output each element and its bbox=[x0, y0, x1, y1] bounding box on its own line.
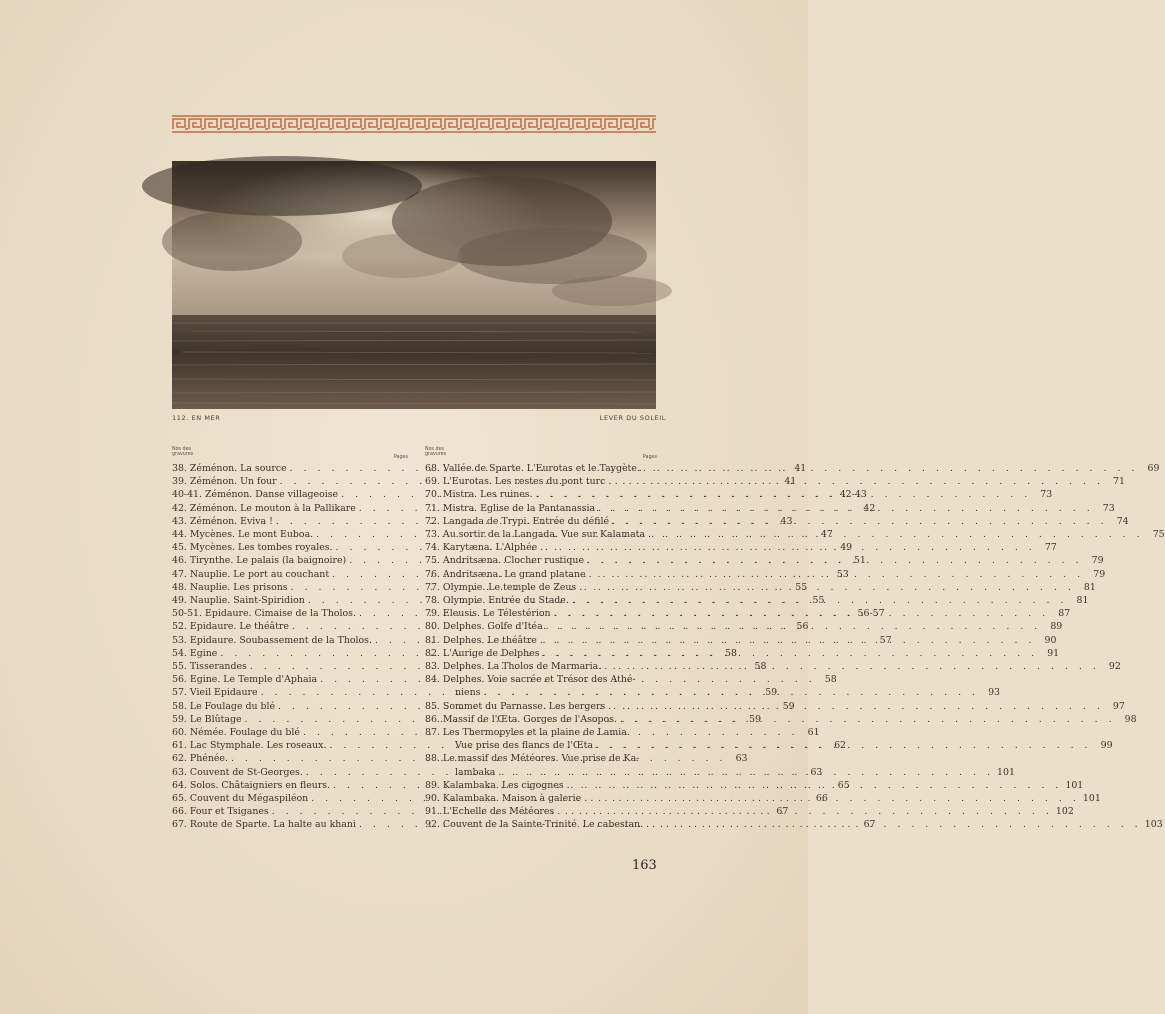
entry-page: 67 bbox=[776, 806, 789, 818]
entry-title: L'Echelle des Météores bbox=[442, 806, 555, 818]
entry-title: Mycènes. Le mont Euboa. bbox=[189, 529, 314, 541]
entry-page: 87 bbox=[1058, 608, 1071, 620]
entry-number: 62. bbox=[172, 753, 187, 765]
greek-key-border bbox=[172, 115, 656, 133]
entry-page: 92 bbox=[1108, 661, 1121, 673]
entry-page: 63 bbox=[810, 766, 823, 778]
entry-page: 67 bbox=[863, 819, 876, 831]
entry-title: Andritsæna. Le grand platane bbox=[442, 568, 586, 580]
entry-page: 59 bbox=[765, 687, 778, 699]
entry-page: 99 bbox=[1100, 740, 1113, 752]
entry-title: niens bbox=[455, 687, 481, 699]
entry-page: 79 bbox=[1093, 568, 1106, 580]
entry-title: Solos. Châtaigniers en fleurs. bbox=[189, 779, 331, 791]
entry-number: 69. bbox=[425, 476, 440, 488]
entry-number: 56. bbox=[172, 674, 187, 686]
entry-number: 92. bbox=[425, 819, 440, 831]
dot-leader bbox=[589, 568, 1085, 581]
dot-leader bbox=[598, 502, 1094, 515]
entry-page: 103 bbox=[1144, 819, 1163, 831]
entry-page: 81 bbox=[1083, 581, 1096, 593]
entry-title: Epidaure. Soubassement de la Tholos. bbox=[189, 634, 372, 646]
entry-title: Olympie. Entrée du Stade. bbox=[442, 595, 569, 607]
number-header: Nos des gravures bbox=[172, 447, 194, 458]
pages-header: Pages bbox=[642, 455, 657, 460]
column-header bbox=[172, 447, 408, 462]
entry-title: L'Eurotas. Les restes du pont turc bbox=[442, 476, 606, 488]
entry-page: 63 bbox=[735, 753, 748, 765]
entry-title: Vallée de Sparte. L'Eurotas et le Taygète. bbox=[442, 463, 640, 474]
entry-title: Couvent du Mégaspiléon bbox=[189, 793, 309, 805]
entry-title: Sommet du Parnasse. Les bergers bbox=[442, 700, 606, 712]
entry-page: 75 bbox=[1152, 529, 1165, 541]
entry-title: Vue prise des flancs de l'Œta bbox=[455, 740, 593, 752]
entry-title: Tirynthe. Le palais (la baignoire) bbox=[189, 555, 347, 567]
dot-leader bbox=[584, 792, 1080, 805]
number-header: Nos des gravures bbox=[425, 447, 447, 458]
entry-title: lambaka bbox=[455, 766, 496, 778]
entry-number: 73. bbox=[425, 529, 440, 541]
entry-number: 60. bbox=[172, 727, 187, 739]
entry-title: Le massif des Météores. Vue prise de Ka- bbox=[442, 753, 640, 765]
entry-page: 101 bbox=[997, 766, 1015, 778]
entry-title: Les Thermopyles et la plaine de Lamia. bbox=[442, 727, 630, 739]
entry-number: 67. bbox=[172, 819, 187, 831]
entry-number: 65. bbox=[172, 793, 187, 805]
dot-leader bbox=[546, 620, 1042, 633]
entry-title: Tisserandes bbox=[189, 661, 247, 673]
entry-title: Massif de l'Œta. Gorges de l'Asopos. bbox=[442, 713, 617, 725]
entry-title: Zéménon. La source bbox=[189, 463, 287, 474]
entry-number: 38. bbox=[172, 463, 187, 474]
entry-page: 91 bbox=[1047, 647, 1060, 659]
entry-page: 65 bbox=[837, 779, 850, 791]
entry-page: 102 bbox=[1055, 806, 1074, 818]
entry-number: 40-41. bbox=[172, 489, 203, 501]
entry-page: 74 bbox=[1116, 515, 1129, 527]
entry-number: 49. bbox=[172, 595, 187, 607]
entry-page: 42-43 bbox=[839, 489, 867, 501]
entry-number: 59. bbox=[172, 713, 187, 725]
entry-number: 77. bbox=[425, 581, 440, 593]
entry-page: 58 bbox=[725, 647, 737, 659]
pages-header: Pages bbox=[393, 455, 408, 460]
entry-page: 58 bbox=[754, 661, 767, 673]
index-entry bbox=[425, 752, 657, 765]
dot-leader bbox=[608, 475, 1104, 488]
entry-title: Epidaure. Le théâtre bbox=[189, 621, 289, 633]
entry-page: 69 bbox=[1147, 463, 1160, 474]
entry-number: 81. bbox=[425, 634, 440, 646]
entry-page: 101 bbox=[1082, 793, 1101, 805]
dot-leader bbox=[579, 581, 1075, 594]
entry-page: 58 bbox=[824, 674, 837, 686]
entry-page: 47 bbox=[820, 529, 833, 541]
entry-page: 77 bbox=[1044, 542, 1057, 554]
entry-title: Nauplie. Le port au couchant bbox=[189, 568, 330, 580]
entry-number: 70. bbox=[425, 489, 440, 501]
entry-number: 46. bbox=[172, 555, 187, 567]
entry-title: Némée. Foulage du blé bbox=[189, 727, 300, 739]
entry-page: 71 bbox=[1113, 476, 1125, 488]
entry-title: Mistra. Eglise de la Pantanassia bbox=[442, 502, 596, 514]
dot-leader bbox=[557, 805, 1053, 818]
entry-page: 101 bbox=[1065, 779, 1084, 791]
dot-leader bbox=[643, 462, 1139, 475]
dot-leader bbox=[540, 634, 1036, 647]
entry-title: Delphes. Voie sacrée et Trésor des Athé- bbox=[442, 674, 636, 686]
entry-number: 64. bbox=[172, 779, 187, 791]
entry-page: 93 bbox=[988, 687, 1001, 699]
dot-leader bbox=[540, 541, 1036, 554]
entry-number: 58. bbox=[172, 700, 187, 712]
dot-leader bbox=[646, 818, 1142, 831]
photo-caption-number: 112. EN MER bbox=[172, 414, 221, 422]
entry-number: 47. bbox=[172, 568, 187, 580]
dot-leader bbox=[543, 647, 1039, 660]
entry-number: 42. bbox=[172, 502, 187, 514]
entry-page: 79 bbox=[1091, 555, 1104, 567]
entry-page: 57 bbox=[879, 634, 892, 646]
entry-number: 85. bbox=[425, 700, 440, 712]
entry-title: Delphes. La Tholos de Marmaria. bbox=[442, 661, 602, 673]
entry-number: 72. bbox=[425, 515, 440, 527]
entry-number: 78. bbox=[425, 595, 440, 607]
entry-title: Langada de Trypi. Entrée du défilé bbox=[442, 515, 610, 527]
entry-number: 84. bbox=[425, 674, 440, 686]
entry-number: 48. bbox=[172, 581, 187, 593]
entry-page: 41 bbox=[794, 463, 807, 474]
entry-title: Delphes. Golfe d'Itéa bbox=[442, 621, 543, 633]
entry-title: Lac Stymphale. Les roseaux. bbox=[189, 740, 327, 752]
dot-leader bbox=[498, 766, 994, 779]
entry-number: 88. bbox=[425, 753, 440, 765]
entry-number: 43. bbox=[172, 515, 187, 527]
entry-number: 89. bbox=[425, 779, 440, 791]
entry-page: 89 bbox=[1050, 621, 1063, 633]
entry-number: 61. bbox=[172, 740, 187, 752]
entry-title: Egine. Le Temple d'Aphaia bbox=[189, 674, 318, 686]
dot-leader bbox=[620, 713, 1116, 726]
dot-leader bbox=[554, 607, 1050, 620]
entry-page: 55 bbox=[795, 581, 808, 593]
entry-number: 74. bbox=[425, 542, 440, 554]
dot-leader bbox=[587, 554, 1083, 567]
entry-number: 71. bbox=[425, 502, 440, 514]
entry-title: L'Aurige de Delphes bbox=[442, 647, 540, 659]
entry-page: 41 bbox=[784, 476, 797, 488]
entry-number: 52. bbox=[172, 621, 187, 633]
entry-page: 62 bbox=[834, 740, 847, 752]
entry-title: Le Blûtage bbox=[189, 713, 242, 725]
index-entry bbox=[425, 726, 657, 739]
entry-title: Karytæna. L'Alphée bbox=[442, 542, 538, 554]
entry-number: 91. bbox=[425, 806, 440, 818]
entry-page: 61 bbox=[807, 727, 820, 739]
entry-number: 50-51. bbox=[172, 608, 203, 620]
dot-leader bbox=[648, 528, 1144, 541]
dot-leader bbox=[612, 515, 1108, 528]
entry-number: 90. bbox=[425, 793, 440, 805]
entry-number: 66. bbox=[172, 806, 187, 818]
entry-number: 39. bbox=[172, 476, 187, 488]
sea-sunrise-photograph bbox=[172, 161, 656, 409]
dot-leader bbox=[604, 660, 1100, 673]
entry-title: Kalambaka. Les cigognes bbox=[442, 779, 564, 791]
entry-page: 56 bbox=[796, 621, 809, 633]
entry-page: 43 bbox=[780, 515, 793, 527]
page-number: 163 bbox=[632, 858, 657, 873]
entry-page: 97 bbox=[1112, 700, 1125, 712]
entry-number: 63. bbox=[172, 766, 187, 778]
entry-number: 57. bbox=[172, 687, 187, 699]
entry-page: 42 bbox=[863, 502, 876, 514]
entry-number: 86. bbox=[425, 713, 440, 725]
entry-title: Mistra. Les ruines. bbox=[442, 489, 533, 501]
entry-title: Nauplie. Les prisons bbox=[189, 581, 288, 593]
entry-title: Delphes. Le théâtre bbox=[442, 634, 537, 646]
entry-page: 73 bbox=[1040, 489, 1053, 501]
entry-title: Nauplie. Saint-Spiridion bbox=[189, 595, 305, 607]
entry-number: 87. bbox=[425, 727, 440, 739]
column-header bbox=[425, 447, 657, 462]
entry-title: Olympie. Le temple de Zeus bbox=[442, 581, 577, 593]
entry-title: Le Foulage du blé bbox=[189, 700, 276, 712]
entry-title: Kalambaka. Maison à galerie bbox=[442, 793, 582, 805]
entry-title: Vieil Epidaure bbox=[189, 687, 258, 699]
entry-number: 54. bbox=[172, 647, 187, 659]
entry-page: 73 bbox=[1102, 502, 1115, 514]
entry-title: Zéménon. Un four bbox=[189, 476, 277, 488]
entry-page: 81 bbox=[1076, 595, 1089, 607]
entry-page: 59 bbox=[749, 713, 762, 725]
entry-number: 45. bbox=[172, 542, 187, 554]
entry-title: Couvent de la Sainte-Trinité. Le cabestan. bbox=[442, 819, 644, 831]
entry-number: 44. bbox=[172, 529, 187, 541]
entry-title: Mycènes. Les tombes royales. bbox=[189, 542, 333, 554]
entry-number: 82. bbox=[425, 647, 440, 659]
entry-number: 55. bbox=[172, 661, 187, 673]
entry-page: 56-57 bbox=[857, 608, 885, 620]
entry-page: 98 bbox=[1124, 713, 1137, 725]
entry-page: 55 bbox=[812, 595, 825, 607]
entry-title: Route de Sparte. La halte au khani bbox=[189, 819, 356, 831]
entry-page: 49 bbox=[840, 542, 853, 554]
entry-page: 59 bbox=[782, 700, 795, 712]
entry-number: 53. bbox=[172, 634, 187, 646]
entry-page: 53 bbox=[836, 568, 849, 580]
dot-leader bbox=[567, 779, 1063, 792]
entry-title: Egine bbox=[189, 647, 218, 659]
dot-leader bbox=[483, 686, 979, 699]
entry-number: 68. bbox=[425, 463, 440, 474]
photo-caption-title: LEVER DU SOLEIL bbox=[599, 414, 666, 422]
entry-number: 80. bbox=[425, 621, 440, 633]
entry-page: 51 bbox=[853, 555, 866, 567]
dot-leader bbox=[536, 488, 1032, 501]
entry-title: Au sortir de la Langada. Vue sur Kalamata bbox=[442, 529, 646, 541]
entry-number: 79. bbox=[425, 608, 440, 620]
index-entry bbox=[425, 673, 657, 686]
entry-number: 75. bbox=[425, 555, 440, 567]
dot-leader bbox=[608, 700, 1104, 713]
dot-leader bbox=[596, 739, 1092, 752]
dot-leader bbox=[572, 594, 1068, 607]
entry-title: Four et Tsiganes bbox=[189, 806, 269, 818]
entry-title: Zéménon. Danse villageoise bbox=[205, 489, 339, 501]
entry-title: Andritsæna. Clocher rustique bbox=[442, 555, 584, 567]
entry-page: 66 bbox=[815, 793, 828, 805]
entry-title: Eleusis. Le Télestérion bbox=[442, 608, 551, 620]
entry-number: 76. bbox=[425, 568, 440, 580]
entry-title: Zéménon. Le mouton à la Pallikare bbox=[189, 502, 356, 514]
entry-title: Zéménon. Eviva ! bbox=[189, 515, 273, 527]
entry-title: Couvent de St-Georges. bbox=[189, 766, 303, 778]
entry-title: Epidaure. Cimaise de la Tholos. bbox=[205, 608, 356, 620]
entry-title: Phénée. bbox=[189, 753, 228, 765]
entry-page: 90 bbox=[1044, 634, 1057, 646]
entry-number: 83. bbox=[425, 661, 440, 673]
